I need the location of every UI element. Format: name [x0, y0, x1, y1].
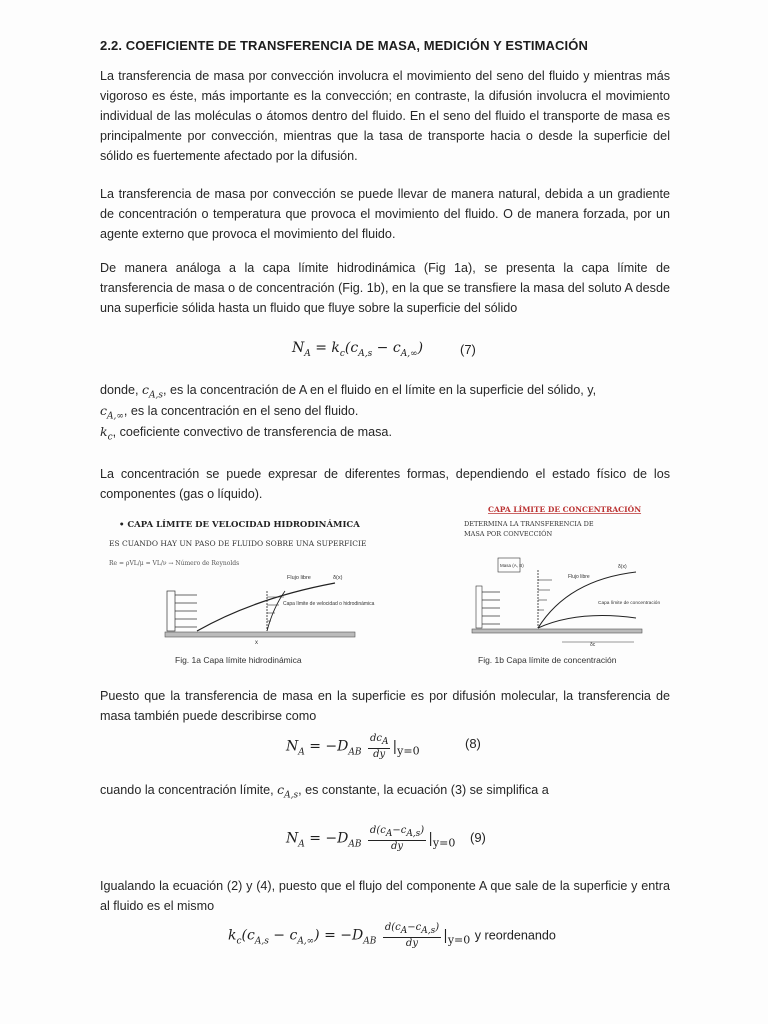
figure-1a-caption: Fig. 1a Capa límite hidrodinámica [175, 655, 302, 665]
fig1b-layer-label: Capa límite de concentración [598, 601, 661, 606]
fig1a-delta-label: δ(x) [333, 575, 343, 581]
paragraph-6: cuando la concentración límite, $c_{A,s}$, es constante, la ecuación (3) se simplifica a [100, 782, 549, 801]
equation-10: $k_c(c_{A,s} - c_{A,\infty}) = -D_{AB}$ $\frac{d(c_A-c_{A,s})}{dy}$ $|_{y=0}$ y reordenando [228, 922, 556, 949]
fig1a-reynolds: Re = ρVL/μ = VL/ν → Número de Reynolds [109, 560, 240, 567]
fig1b-free-flow-label: Flujo libre [568, 574, 590, 580]
definition-kc: $k_c$, coeficiente convectivo de transferencia de masa. [100, 424, 392, 443]
fig1b-subtitle-1: DETERMINA LA TRANSFERENCIA DE [464, 520, 594, 528]
paragraph-5: Puesto que la transferencia de masa en la superficie es por difusión molecular, la transferencia de masa también puede describirse como [100, 689, 670, 723]
paragraph-4: La concentración se puede expresar de diferentes formas, dependiendo el estado físico de los componentes (gas o líquido). [100, 467, 670, 501]
equation-7-number: (7) [460, 342, 476, 357]
fig1b-mass-label: Masa (A, B) [500, 563, 524, 568]
paragraph-7: Igualando la ecuación (2) y (4), puesto que el flujo del componente A que sale de la superficie y entra al fluido es el mismo [100, 879, 670, 913]
fig1a-free-flow-label: Flujo libre [287, 575, 311, 581]
fig1b-subtitle-2: MASA POR CONVECCIÓN [464, 530, 553, 538]
fig1a-title: • CAPA LÍMITE DE VELOCIDAD HIDRODINÁMICA [119, 520, 360, 530]
equation-10-tail: y reordenando [474, 928, 556, 943]
equation-7: $N_A = k_c(c_{A,s} - c_{A,\infty})$ [292, 340, 424, 359]
paragraph-1: La transferencia de masa por convección involucra el movimiento del seno del fluido y mientras más vigoroso es éste, más importante es la convección; en contraste, la difusión involucra el movimiento individual de las moléculas o átomos dentro del fluido. En el seno del fluido el transporte de masa es principalmente por convección, mientras que la tasa de transporte hacia o desde la superficie del sólido es fuertemente afectado por la difusión. [100, 69, 670, 163]
fig1a-subtitle: ES CUANDO HAY UN PASO DE FLUIDO SOBRE UNA SUPERFICIE [109, 539, 367, 548]
paragraph-3: De manera análoga a la capa límite hidrodinámica (Fig 1a), se presenta la capa límite de transferencia de masa o de concentración (Fig. 1b), en la que se transfiere la masa del soluto A desde una superficie sólida hasta un fluido que fluye sobre la superficie del sólido [100, 261, 670, 315]
section-heading: 2.2. COEFICIENTE DE TRANSFERENCIA DE MASA, MEDICIÓN Y ESTIMACIÓN [100, 38, 588, 53]
fig1a-x-label: x [255, 640, 258, 646]
fig1b-delta-label: δ(x) [618, 564, 627, 570]
definition-cas: donde, $c_{A,s}$, es la concentración de A en el fluido en el límite en la superficie del sólido, y, [100, 382, 597, 401]
paragraph-2: La transferencia de masa por convección se puede llevar de manera natural, debida a un gradiente de concentración o temperatura que provoca el movimiento del fluido. O de manera forzada, por un agente externo que provoca el movimiento del fluido. [100, 187, 670, 241]
definition-cainf: $c_{A,\infty}$, es la concentración en el seno del fluido. [100, 403, 359, 422]
equation-8: $N_A = -D_{AB}$ $\frac{dc_A}{dy}$ $|_{y=0}$ [286, 733, 420, 760]
fig1b-title: CAPA LÍMITE DE CONCENTRACIÓN [488, 505, 642, 514]
fig1b-dc-label: δc [590, 642, 596, 648]
figure-1b-caption: Fig. 1b Capa límite de concentración [478, 655, 617, 665]
equation-9-number: (9) [470, 830, 486, 845]
figure-1b-concentration-boundary-layer [458, 500, 661, 650]
equation-8-number: (8) [465, 736, 481, 751]
fig1a-layer-label: Capa límite de velocidad o hidrodinámica [283, 601, 375, 607]
equation-9: $N_A = -D_{AB}$ $\frac{d(c_A-c_{A,s})}{dy}$ $|_{y=0}$ [286, 825, 456, 852]
figure-1a-hydrodynamic-boundary-layer [105, 513, 405, 648]
